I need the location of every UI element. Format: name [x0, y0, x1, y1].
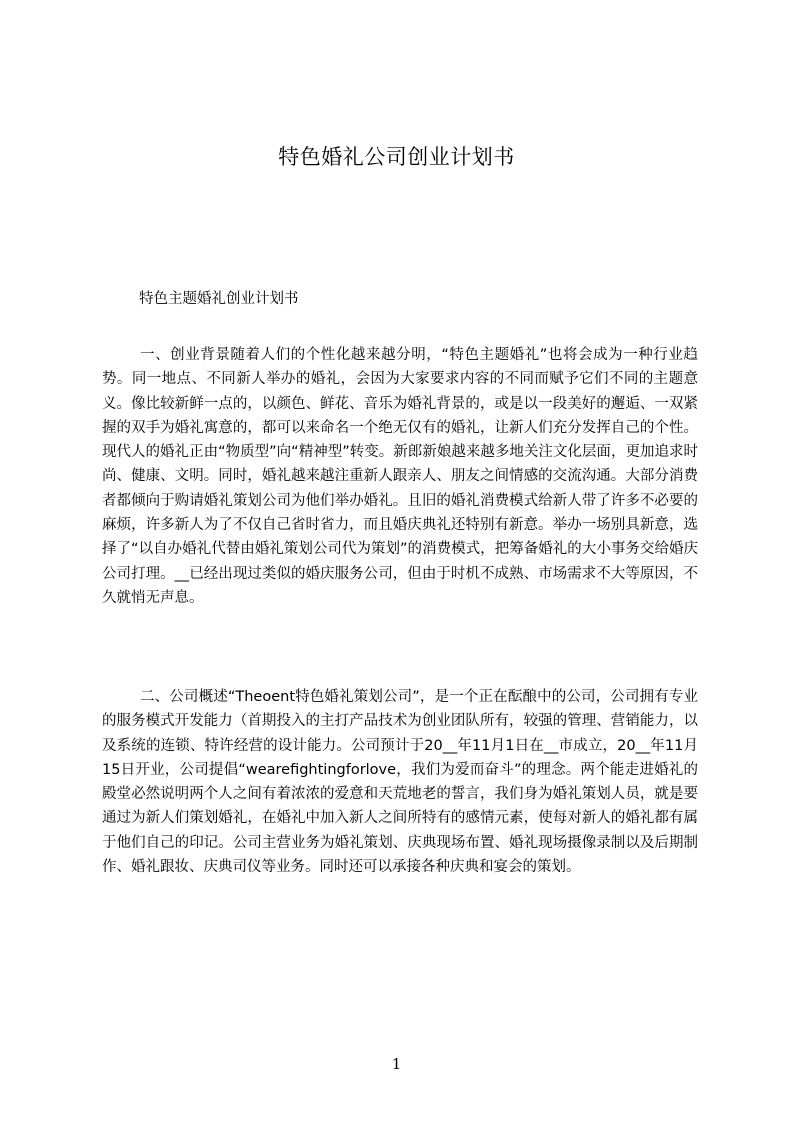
page-number: 1 — [391, 1055, 402, 1073]
document-subtitle: 特色主题婚礼创业计划书 — [139, 291, 299, 307]
paragraph-background: 一、创业背景随着人们的个性化越来越分明，“特色主题婚礼”也将会成为一种行业趋势。同一地点、不同新人举办的婚礼，会因为大家要求内容的不同而赋予它们不同的主题意义。像比较新鲜一点的，以颜色、鲜花、音乐为婚礼背景的，或是以一段美好的邂逅、一双紧握的双手为婚礼寓意的，都可以来命名一个绝无仅有的婚礼，让新人们充分发挥自己的个性。现代人的婚礼正由“物质型”向“精神型”转变。新郎新娘越来越多地关注文化层面，更加追求时尚、健康、文明。同时，婚礼越来越注重新人跟亲人、朋友之间情感的交流沟通。大部分消费者都倾向于购请婚礼策划公司为他们举办婚礼。且旧的婚礼消费模式给新人带了许多不必要的麻烦，许多新人为了不仅自己省时省力，而且婚庆典礼还特别有新意。举办一场别具新意，选择了“以自办婚礼代替由婚礼策划公司代为策划”的消费模式，把筹备婚礼的大小事务交给婚庆公司打理。__已经出现过类似的婚庆服务公司，但由于时机不成熟、市场需求不大等原因，不久就悄无声息。 — [102, 347, 698, 606]
document-title: 特色婚礼公司创业计划书 — [278, 145, 515, 169]
paragraph-company-overview: 二、公司概述“Theoent特色婚礼策划公司”，是一个正在酝酿中的公司，公司拥有专业的服务模式开发能力（首期投入的主打产品技术为创业团队所有，较强的管理、营销能力，以及系统的连锁、特许经营的设计能力。公司预计于20__年11月1日在__市成立，20__年11月15日开业，公司提倡“wearefightingforlove，我们为爱而奋斗”的理念。两个能走进婚礼的殿堂必然说明两个人之间有着浓浓的爱意和天荒地老的誓言，我们身为婚礼策划人员，就是要通过为新人们策划婚礼，在婚礼中加入新人之间所特有的感情元素，使每对新人的婚礼都有属于他们自己的印记。公司主营业务为婚礼策划、庆典现场布置、婚礼现场摄像录制以及后期制作、婚礼跟妆、庆典司仪等业务。同时还可以承接各种庆典和宴会的策划。 — [102, 689, 698, 876]
